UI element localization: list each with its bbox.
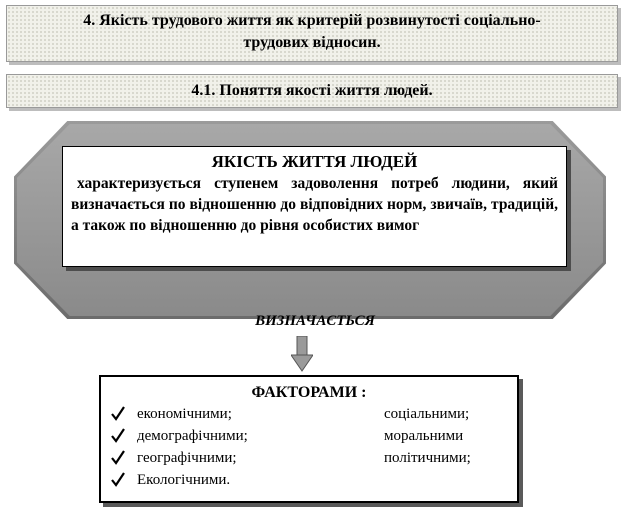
subsection-title: 4.1. Поняття якості життя людей. <box>191 82 433 99</box>
section-title-banner <box>6 5 618 62</box>
factors-title: ФАКТОРАМИ : <box>251 384 367 401</box>
factor-social: соціальними; <box>384 406 470 422</box>
checkmark-icon <box>111 427 125 443</box>
factor-ecological: Екологічними. <box>137 472 231 488</box>
down-arrow-icon <box>291 336 313 372</box>
factor-economic: економічними; <box>137 406 232 422</box>
checkmark-icon <box>111 449 125 465</box>
checkmark-icon <box>111 471 125 487</box>
definition-title: ЯКІСТЬ ЖИТТЯ ЛЮДЕЙ <box>211 152 418 171</box>
definition-text: характеризується ступенем задоволення потреб людини, який визначається по відношенню до відповідних норм, звичаїв, традицій, а також по відношенню до рівня особистих вимог <box>71 175 558 234</box>
checkmark-icon <box>111 405 125 421</box>
factors-box <box>99 375 519 503</box>
factor-political: політичними; <box>384 450 471 466</box>
factor-demographic: демографічними; <box>137 428 248 444</box>
factor-geographic: географічними; <box>137 450 237 466</box>
section-title-line1: 4. Якість трудового життя як критерій розвинутості соціально- <box>83 12 541 29</box>
connector-label: ВИЗНАЧАЄТЬСЯ <box>255 313 375 329</box>
subsection-title-banner <box>6 74 618 108</box>
section-title-line2: трудових відносин. <box>243 34 381 51</box>
factor-moral: моральними <box>384 428 464 444</box>
definition-box <box>62 146 567 267</box>
